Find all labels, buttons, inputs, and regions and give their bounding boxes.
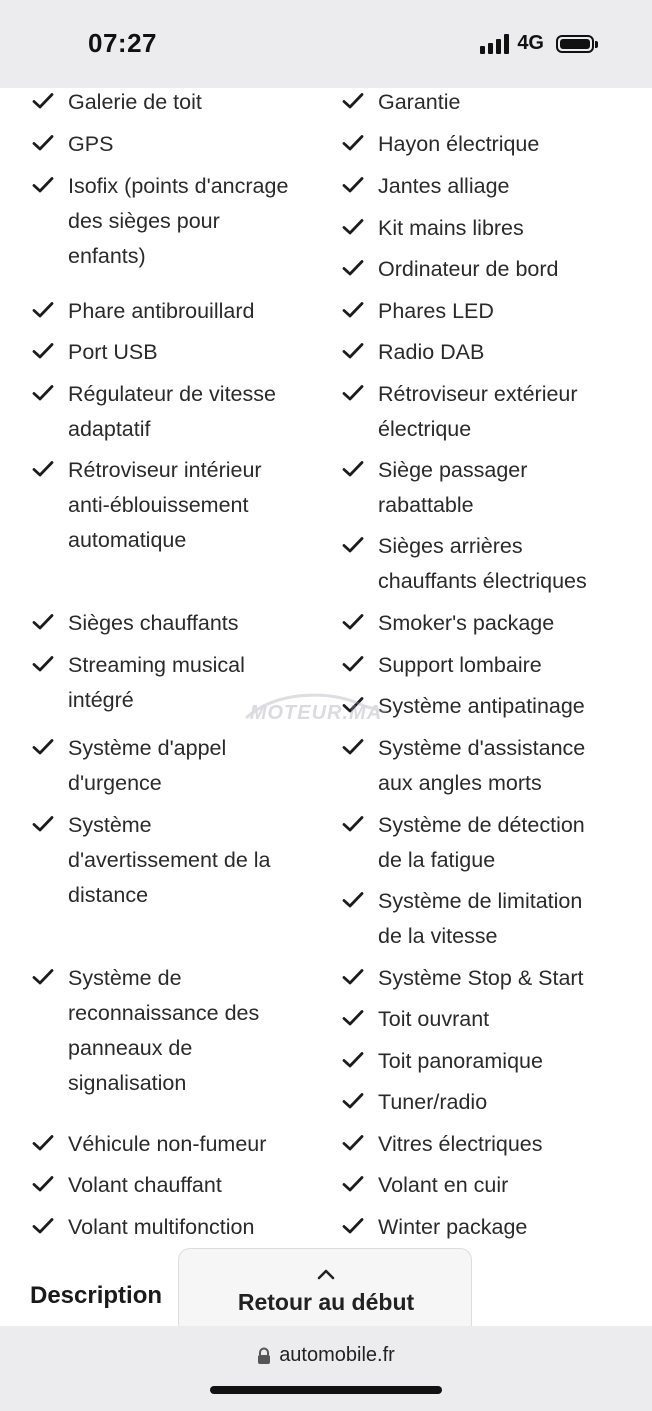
- check-icon: [342, 1051, 364, 1069]
- feature-label: Régulateur de vitesse adaptatif: [68, 382, 276, 441]
- feature-label: Streaming musical intégré: [68, 653, 245, 712]
- feature-item: [378, 529, 587, 599]
- feature-item: [378, 689, 585, 724]
- check-icon: [342, 613, 364, 631]
- check-icon: [32, 460, 54, 478]
- check-icon: [32, 815, 54, 833]
- check-icon: [342, 655, 364, 673]
- feature-item: [378, 1044, 543, 1079]
- feature-label: Phare antibrouillard: [68, 299, 255, 323]
- back-to-top-label: Retour au début: [237, 1289, 415, 1315]
- check-icon: [32, 655, 54, 673]
- feature-item: [378, 211, 524, 246]
- feature-label: Galerie de toit: [68, 90, 202, 114]
- feature-label: Système d'appel d'urgence: [68, 736, 227, 795]
- feature-item: [378, 1127, 543, 1162]
- feature-label: Système antipatinage: [378, 694, 585, 718]
- watermark-text: MOTEUR.MA: [249, 702, 383, 724]
- check-icon: [32, 384, 54, 402]
- status-bar: [0, 0, 652, 88]
- check-icon: [32, 738, 54, 756]
- check-icon: [32, 342, 54, 360]
- feature-item: [68, 1168, 222, 1203]
- feature-label: Smoker's package: [378, 611, 555, 635]
- feature-label: Volant en cuir: [378, 1173, 509, 1197]
- feature-item: [378, 85, 460, 120]
- check-icon: [32, 1134, 54, 1152]
- feature-item: [378, 961, 584, 996]
- check-icon: [32, 176, 54, 194]
- check-icon: [342, 815, 364, 833]
- feature-item: [378, 1168, 508, 1203]
- feature-label: Volant multifonction: [68, 1215, 255, 1239]
- check-icon: [32, 968, 54, 986]
- check-icon: [342, 536, 364, 554]
- check-icon: [342, 1134, 364, 1152]
- back-to-top-button[interactable]: [178, 1248, 472, 1328]
- feature-item: [68, 85, 202, 120]
- url-text: automobile.fr: [279, 1344, 395, 1366]
- feature-label: Système Stop & Start: [378, 966, 584, 990]
- feature-item: [378, 606, 554, 641]
- feature-item: [378, 335, 484, 370]
- feature-item: [378, 1002, 489, 1037]
- feature-label: Tuner/radio: [378, 1090, 488, 1114]
- check-icon: [342, 218, 364, 236]
- check-icon: [342, 1175, 364, 1193]
- check-icon: [342, 176, 364, 194]
- feature-label: Vitres électriques: [378, 1132, 543, 1156]
- feature-item: [378, 169, 509, 204]
- feature-label: Radio DAB: [378, 340, 485, 364]
- check-icon: [342, 738, 364, 756]
- check-icon: [32, 613, 54, 631]
- feature-item: [378, 127, 539, 162]
- feature-label: Siège passager rabattable: [378, 458, 528, 517]
- feature-label: Hayon électrique: [378, 132, 540, 156]
- check-icon: [342, 301, 364, 319]
- check-icon: [342, 891, 364, 909]
- feature-label: Garantie: [378, 90, 461, 114]
- feature-label: GPS: [68, 132, 114, 156]
- status-indicators: [480, 32, 594, 55]
- description-heading: Description: [30, 1282, 163, 1309]
- check-icon: [342, 259, 364, 277]
- feature-label: Rétroviseur extérieur électrique: [378, 382, 578, 441]
- check-icon: [342, 1092, 364, 1110]
- watermark-logo: [236, 688, 396, 730]
- feature-label: Rétroviseur intérieur anti-éblouissement automatique: [68, 458, 262, 552]
- feature-item: [378, 648, 542, 683]
- check-icon: [32, 1175, 54, 1193]
- feature-label: Port USB: [68, 340, 158, 364]
- feature-label: Phares LED: [378, 299, 494, 323]
- feature-item: [378, 1210, 527, 1245]
- feature-label: Toit panoramique: [378, 1049, 543, 1073]
- feature-item: [378, 731, 585, 801]
- feature-label: Système d'assistance aux angles morts: [378, 736, 586, 795]
- feature-item: [378, 252, 558, 287]
- feature-label: Véhicule non-fumeur: [68, 1132, 267, 1156]
- feature-item: [378, 1085, 487, 1120]
- check-icon: [342, 460, 364, 478]
- feature-item: [68, 961, 259, 1101]
- check-icon: [342, 1009, 364, 1027]
- check-icon: [32, 1217, 54, 1235]
- check-icon: [342, 384, 364, 402]
- check-icon: [342, 1217, 364, 1235]
- check-icon: [32, 301, 54, 319]
- feature-label: Jantes alliage: [378, 174, 510, 198]
- feature-label: Toit ouvrant: [378, 1007, 490, 1031]
- feature-item: [68, 294, 254, 329]
- feature-label: Système d'avertissement de la distance: [68, 813, 271, 907]
- feature-label: Sièges arrières chauffants électriques: [378, 534, 587, 593]
- feature-item: [378, 884, 582, 954]
- feature-item: [68, 731, 226, 801]
- feature-item: [68, 1127, 266, 1162]
- feature-item: [68, 808, 271, 913]
- home-indicator[interactable]: [210, 1386, 442, 1394]
- feature-item: [68, 169, 288, 274]
- feature-item: [378, 453, 527, 523]
- feature-label: Support lombaire: [378, 653, 542, 677]
- chevron-up-icon: [314, 1267, 338, 1281]
- feature-item: [68, 648, 245, 718]
- feature-label: Volant chauffant: [68, 1173, 222, 1197]
- feature-item: [68, 335, 158, 370]
- feature-item: [68, 377, 276, 447]
- feature-item: [68, 453, 262, 558]
- lock-icon: [257, 1347, 271, 1365]
- battery-icon: [556, 35, 594, 53]
- feature-item: [378, 377, 578, 447]
- feature-item: [68, 127, 113, 162]
- status-time: 07:27: [88, 28, 157, 58]
- feature-label: Système de limitation de la vitesse: [378, 889, 583, 948]
- feature-label: Système de reconnaissance des panneaux de signalisation: [68, 966, 260, 1095]
- check-icon: [342, 968, 364, 986]
- network-type: 4G: [517, 32, 544, 54]
- feature-item: [68, 1210, 254, 1245]
- feature-item: [68, 606, 239, 641]
- check-icon: [342, 134, 364, 152]
- check-icon: [32, 134, 54, 152]
- check-icon: [342, 342, 364, 360]
- check-icon: [32, 92, 54, 110]
- feature-label: Ordinateur de bord: [378, 257, 559, 281]
- feature-label: Winter package: [378, 1215, 528, 1239]
- feature-label: Kit mains libres: [378, 216, 524, 240]
- signal-icon: [480, 34, 509, 54]
- feature-label: Sièges chauffants: [68, 611, 239, 635]
- check-icon: [342, 92, 364, 110]
- feature-item: [378, 808, 585, 878]
- browser-address-bar[interactable]: [0, 1326, 652, 1411]
- feature-item: [378, 294, 494, 329]
- feature-label: Isofix (points d'ancrage des sièges pour enfants): [68, 174, 289, 268]
- feature-label: Système de détection de la fatigue: [378, 813, 585, 872]
